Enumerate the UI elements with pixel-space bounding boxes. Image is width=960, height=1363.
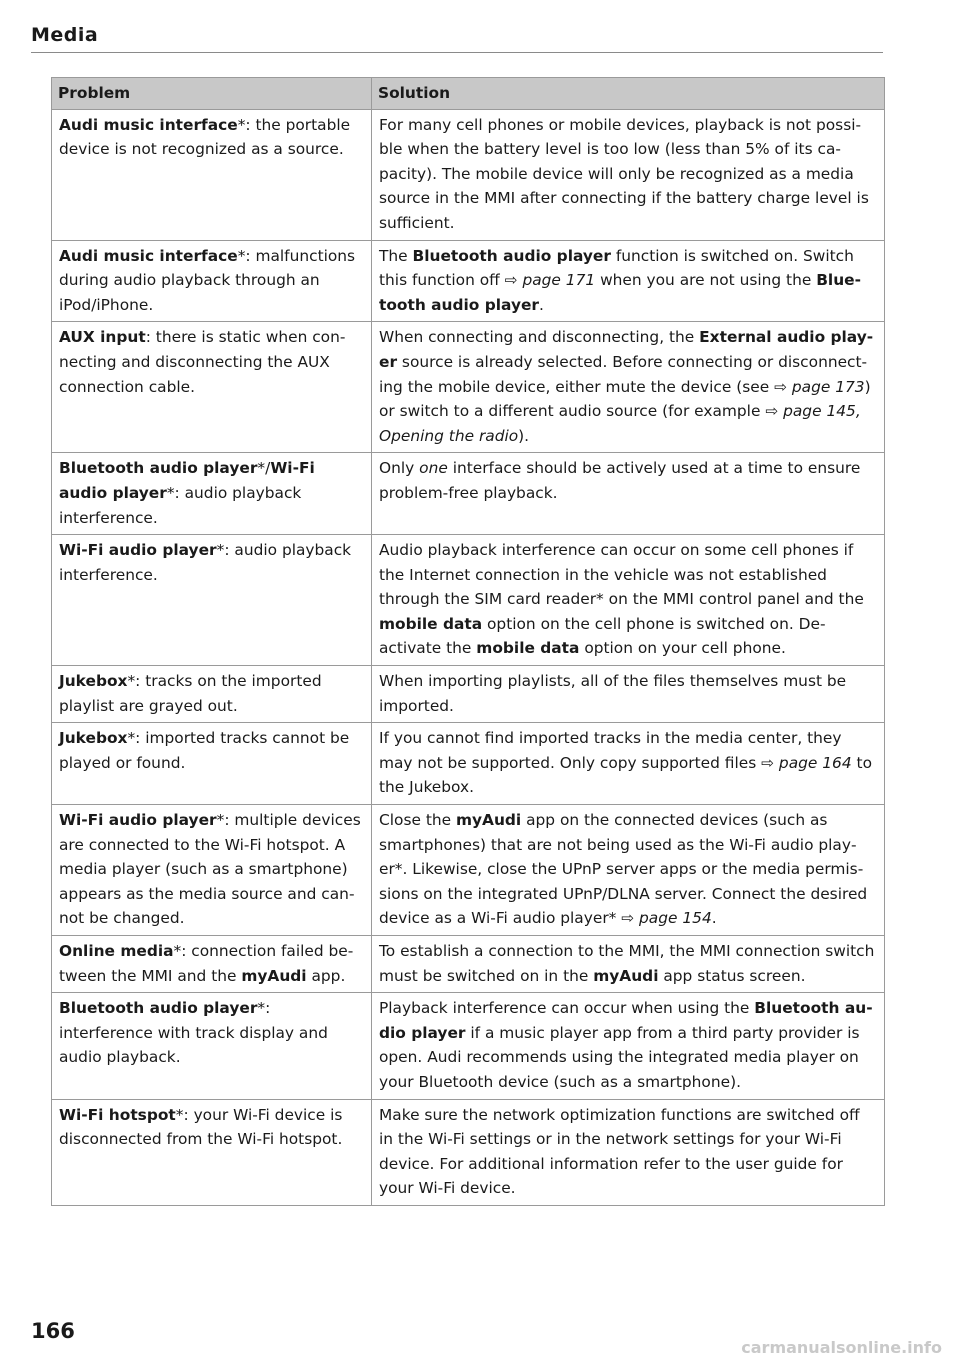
text-segment: Wi-Fi audio player [59, 811, 217, 830]
text-segment: page 145, Opening the radio [379, 402, 861, 445]
text-segment: Close the [379, 811, 456, 830]
problem-cell [52, 535, 372, 666]
text-segment: option on the cell phone is switched on. Deactivate the [379, 614, 826, 658]
solution-cell [372, 666, 885, 723]
text-segment: to the Jukebox. [379, 753, 872, 797]
text-segment: Only [379, 459, 420, 478]
text-segment: Bluetooth audio player [59, 459, 258, 478]
text-segment: *: the portable device is not recognized as a source. [59, 115, 351, 159]
table-row [52, 322, 885, 453]
text-segment: For many cell phones or mobile devices, playback is not possible when the battery level is too low (less than 5% of its capacity). The mobile device will only be recognized as a media source in the MMI after connecting if the battery charge level is sufficient. [379, 115, 869, 232]
text-segment: page 173 [791, 377, 865, 396]
text-segment: . [539, 295, 544, 314]
text-segment: page 164 [778, 753, 852, 772]
text-segment: *: your Wi-Fi device is disconnected from the Wi-Fi hotspot. [59, 1105, 343, 1149]
problem-cell [52, 109, 372, 240]
text-segment: source is already selected. Before connecting or disconnecting the mobile device, either mute the device (see ⇨ [379, 352, 868, 396]
text-segment: When connecting and disconnecting, the [379, 328, 700, 347]
text-segment: Audi music interface [59, 115, 238, 134]
text-segment: page 171 [522, 271, 596, 290]
text-segment: app on the connected devices (such as smartphones) that are not being used as the Wi-Fi audio player*. Likewise, close the UPnP server apps or the media permissions on the integrated UPnP/DLNA server. Connect the desired device as a Wi-Fi audio player* ⇨ [379, 811, 868, 928]
text-segment: *: malfunctions during audio playback through an iPod/iPhone. [59, 246, 356, 314]
text-segment: Jukebox [59, 672, 128, 691]
text-segment: when you are not using the [595, 271, 817, 290]
text-segment: function is switched on. Switch this function off ⇨ [379, 246, 854, 290]
text-segment: Wi-Fi audio player [59, 541, 217, 560]
text-segment: *: audio playback interference. [59, 483, 302, 527]
text-segment: When importing playlists, all of the files themselves must be imported. [379, 672, 847, 715]
text-segment: *: multiple devices are connected to the Wi-Fi hotspot. A media player (such as a smartphone) appears as the media source and cannot be changed. [59, 811, 361, 928]
table-row [52, 666, 885, 723]
problem-cell [52, 993, 372, 1099]
text-segment: app. [306, 966, 346, 985]
table-row [52, 805, 885, 936]
text-segment: *: connection failed between the MMI and the [59, 942, 354, 985]
text-segment: Jukebox [59, 729, 128, 748]
text-segment: Bluetooth audio player [379, 271, 861, 314]
text-segment: one [419, 459, 448, 478]
text-segment: Bluetooth audio player [412, 246, 611, 265]
column-header-solution: Solution [372, 78, 885, 110]
text-segment: Audio playback interference can occur on some cell phones if the Internet connection in the vehicle was not established through the SIM card reader* on the MMI control panel and the [379, 541, 864, 609]
text-segment: *: audio playback interference. [59, 541, 352, 584]
problem-cell [52, 936, 372, 993]
section-title: Media [31, 24, 99, 46]
problem-cell [52, 453, 372, 535]
text-segment: AUX input [59, 328, 146, 347]
text-segment: If you cannot find imported tracks in the media center, they may not be supported. Only copy supported files ⇨ [379, 729, 842, 772]
problem-cell [52, 666, 372, 723]
text-segment: Wi-Fi hotspot [59, 1105, 176, 1124]
problem-cell [52, 805, 372, 936]
header-rule [31, 52, 883, 53]
solution-cell [372, 805, 885, 936]
text-segment: myAudi [455, 811, 522, 830]
text-segment: myAudi [241, 966, 307, 985]
solution-cell [372, 936, 885, 993]
text-segment: mobile data [379, 614, 483, 633]
table-row [52, 453, 885, 535]
text-segment: Bluetooth audio player [59, 999, 258, 1018]
text-segment: Playback interference can occur when using the [379, 999, 755, 1018]
table-header-row [52, 78, 885, 110]
table-row [52, 1099, 885, 1205]
table-row [52, 109, 885, 240]
table-row [52, 535, 885, 666]
text-segment: The [379, 246, 413, 265]
text-segment: Make sure the network optimization functions are switched off in the Wi-Fi settings or in the network settings for your Wi-Fi device. For additional information refer to the user guide for your Wi-Fi device. [379, 1105, 860, 1198]
problem-cell [52, 1099, 372, 1205]
column-header-problem: Problem [52, 78, 372, 110]
solution-cell [372, 453, 885, 535]
text-segment: *: imported tracks cannot be played or found. [59, 729, 350, 772]
text-segment: To establish a connection to the MMI, the MMI connection switch must be switched on in the [379, 942, 875, 985]
watermark: carmanualsonline.info [741, 1338, 942, 1357]
solution-cell [372, 240, 885, 322]
text-segment: interface should be actively used at a time to ensure problem-free playback. [379, 459, 861, 502]
text-segment: if a music player app from a third party provider is open. Audi recommends using the integrated media player on your Bluetooth device (such as a smartphone). [379, 1023, 860, 1091]
text-segment: *: interference with track display and audio playback. [59, 999, 328, 1067]
text-segment: : there is static when connecting and disconnecting the AUX connection cable. [59, 328, 346, 396]
text-segment: ). [518, 426, 530, 445]
solution-cell [372, 322, 885, 453]
troubleshooting-table [51, 77, 885, 1206]
solution-cell [372, 993, 885, 1099]
table-row [52, 240, 885, 322]
text-segment: myAudi [593, 966, 659, 985]
solution-cell [372, 723, 885, 805]
solution-cell [372, 109, 885, 240]
table-row [52, 723, 885, 805]
text-segment: Bluetooth audio player [379, 999, 873, 1042]
text-segment: *: tracks on the imported playlist are grayed out. [59, 672, 322, 715]
text-segment: app status screen. [658, 966, 806, 985]
text-segment: Online media [59, 942, 174, 960]
text-segment: page 154 [639, 909, 712, 928]
solution-cell [372, 1099, 885, 1205]
page-number: 166 [31, 1319, 75, 1343]
table-row [52, 993, 885, 1099]
table-row [52, 936, 885, 993]
text-segment: option on your cell phone. [579, 639, 786, 658]
text-segment: . [711, 909, 717, 928]
text-segment: mobile data [476, 639, 580, 658]
text-segment: Wi-Fi audio player [59, 459, 315, 502]
problem-cell [52, 322, 372, 453]
problem-cell [52, 240, 372, 322]
solution-cell [372, 535, 885, 666]
text-segment: ) or switch to a different audio source (for example ⇨ [379, 377, 871, 421]
problem-cell [52, 723, 372, 805]
text-segment: Audi music interface [59, 246, 238, 265]
text-segment: */ [257, 459, 271, 478]
text-segment: External audio player [379, 328, 874, 371]
